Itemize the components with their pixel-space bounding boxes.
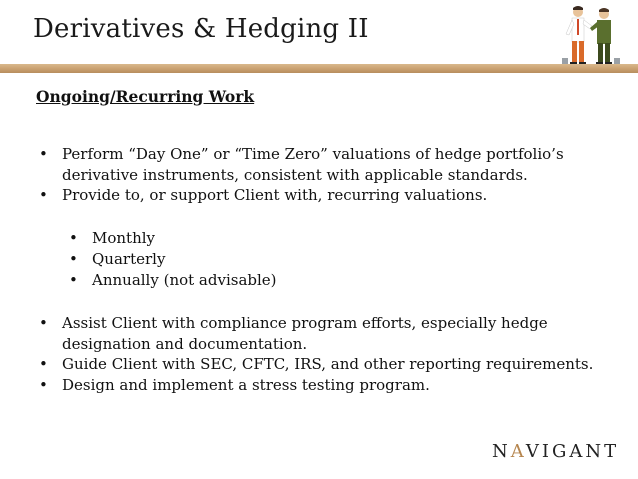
bullet-icon: • (39, 375, 48, 394)
bullet-text: Provide to, or support Client with, recurring valuations. (62, 186, 488, 204)
bullet-text: Quarterly (92, 250, 166, 268)
bullet-list-frequency (66, 228, 277, 291)
bullet-icon: • (69, 271, 78, 289)
logo-text-start: N (492, 441, 511, 462)
bullet-icon: • (69, 250, 78, 268)
logo-accent-letter: A (510, 441, 526, 462)
slide-title: Derivatives & Hedging II (33, 14, 369, 44)
bullet-list-secondary (36, 313, 616, 395)
bullet-text: Monthly (92, 229, 156, 247)
list-item (36, 144, 616, 185)
bullet-text: Perform “Day One” or “Time Zero” valuations of hedge portfolio’s derivative instruments, consistent with applicable standards. (62, 145, 564, 184)
bullet-icon: • (39, 314, 48, 332)
list-item (36, 185, 616, 206)
list-item (36, 375, 616, 396)
bullet-text: Design and implement a stress testing program. (62, 375, 430, 394)
header-accent-bar (0, 64, 638, 73)
list-item (36, 313, 616, 354)
bullet-list-primary (36, 144, 616, 206)
list-item (66, 228, 277, 249)
bullet-icon: • (69, 229, 78, 247)
list-item (36, 354, 616, 375)
navigant-logo (492, 441, 619, 462)
bullet-icon: • (39, 186, 48, 204)
bullet-text: Assist Client with compliance program efforts, especially hedge designation and documentation. (62, 314, 548, 353)
list-item (66, 249, 277, 270)
bullet-icon: • (39, 355, 48, 373)
list-item (66, 270, 277, 291)
bullet-text: Annually (not advisable) (92, 271, 277, 289)
bullet-text: Guide Client with SEC, CFTC, IRS, and other reporting requirements. (62, 355, 594, 373)
bullet-icon: • (39, 145, 48, 163)
section-subheading: Ongoing/Recurring Work (36, 87, 255, 106)
logo-text-end: VIGANT (525, 441, 620, 462)
businessmen-illustration-icon (548, 4, 626, 70)
